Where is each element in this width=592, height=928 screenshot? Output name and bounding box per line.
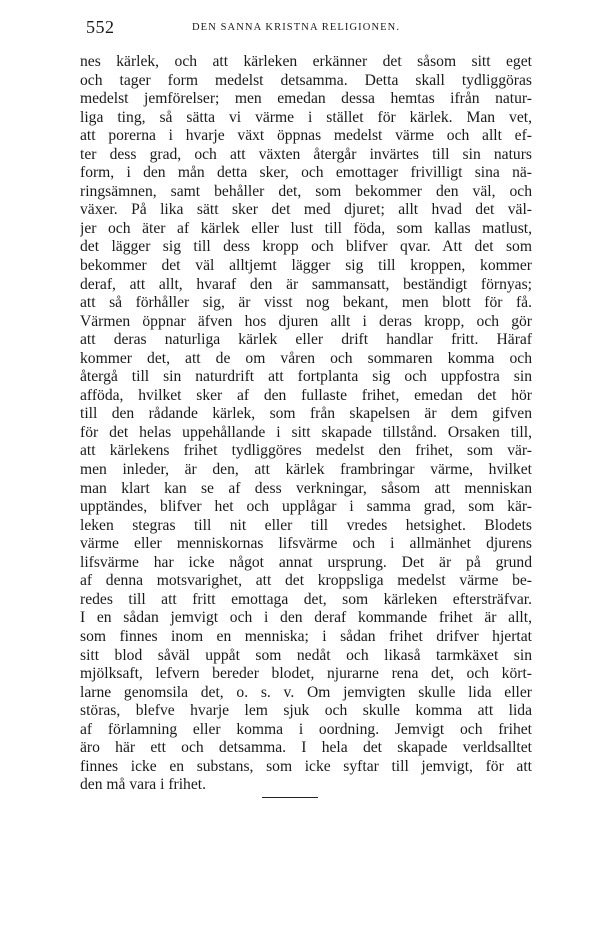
text-line: sitt blod såväl uppåt som nedåt och likaså tarmkäxet sin [80, 646, 532, 664]
text-line: mjölksaft, lefvern bereder blodet, njurarne rena det, och kört- [80, 665, 532, 683]
text-line: den må vara i frihet. [80, 776, 206, 794]
text-line: form, i den mån detta sker, och emottager frivilligt sina nä- [80, 164, 532, 182]
text-line: återgå till sin naturdrift att fortplanta sig och uppfostra sin [80, 368, 532, 386]
text-line: och tager form medelst detsamma. Detta skall tydliggöras [80, 71, 532, 89]
text-line: finnes icke en substans, som icke syftar till jemvigt, för att [80, 757, 532, 775]
text-line: kommer det, att de om våren och sommaren komma och [80, 349, 532, 367]
text-line: liga ting, så sätta vi värme i stället för kärlek. Man vet, [80, 108, 532, 126]
text-line: leken stegras till nit eller till vredes hetsighet. Blodets [80, 516, 532, 534]
text-line: ringsämnen, samt behåller det, som bekommer den väl, och [80, 182, 532, 200]
text-line: för det helas uppehållande i sitt skapade tillstånd. Orsaken till, [80, 423, 532, 441]
text-line: I en sådan jemvigt och i den deraf kommande frihet är allt, [80, 609, 532, 627]
text-line: af förlamning eller komma i oordning. Jemvigt och frihet [80, 720, 532, 738]
text-line: lifsvärme har icke något annat ursprung. Det är på grund [80, 553, 532, 571]
text-line: nes kärlek, och att kärleken erkänner det såsom sitt eget [80, 53, 532, 70]
text-line: som finnes inom en menniska; i sådan frihet drifver hjertat [80, 627, 532, 645]
text-line: att porerna i hvarje växt öppnas medelst värme och allt ef- [80, 127, 532, 145]
text-line: men inleder, är den, att kärlek frambringar värme, hvilket [80, 461, 532, 479]
text-line: man klart kan se af dess verkningar, såsom att menniskan [80, 479, 532, 497]
text-line: jer och äter af kärlek eller lust till föda, som kallas matlust, [80, 219, 532, 237]
text-line: bekommer det väl alltjemt lägger sig till kroppen, kommer [80, 257, 532, 275]
body-text [80, 53, 532, 795]
running-head: DEN SANNA KRISTNA RELIGIONEN. [192, 22, 401, 33]
text-line: äro här ett och detsamma. I hela det skapade verldsalltet [80, 739, 532, 757]
text-line: larne genomsila det, o. s. v. Om jemvigten skulle lida eller [80, 683, 532, 701]
closing-rule [262, 797, 318, 798]
page-header [86, 17, 526, 39]
text-line: medelst jemförelser; men emedan dessa hemtas ifrån natur- [80, 90, 532, 108]
text-line: upptändes, blifver het och upplågar i samma grad, som kär- [80, 498, 532, 516]
text-line: det lägger sig till dess kropp och blifver qvar. Att det som [80, 238, 532, 256]
text-line: att kärlekens frihet tydliggöres medelst den frihet, som vär- [80, 442, 532, 460]
text-line: att deras naturliga kärlek eller drift handlar fritt. Häraf [80, 331, 532, 349]
text-line: ter dess grad, och att växten återgår invärtes till sin naturs [80, 145, 532, 163]
text-line: värme eller menniskornas lifsvärme och i allmänhet djurens [80, 535, 532, 553]
text-line: Värmen öppnar äfven hos djuren allt i deras kropp, och gör [80, 312, 532, 330]
text-line: störas, blefve hvarje lem sjuk och skulle komma att lida [80, 702, 532, 720]
text-line: redes till att fritt emottaga det, som kärleken eftersträfvar. [80, 590, 532, 608]
text-line: deraf, att allt, hvaraf den är sammansatt, beständigt förnyas; [80, 275, 532, 293]
text-line: att så förhåller sig, är visst nog bekant, men blott för få. [80, 294, 532, 312]
text-line: af denna motsvarighet, att det kroppsliga medelst värme be- [80, 572, 532, 590]
text-line: till den rådande kärlek, som från skapelsen är dem gifven [80, 405, 532, 423]
page-number: 552 [86, 17, 115, 37]
text-line: afföda, hvilket sker af den fullaste frihet, emedan det hör [80, 386, 532, 404]
text-line: växer. På lika sätt sker det med djuret; allt hvad det väl- [80, 201, 532, 219]
